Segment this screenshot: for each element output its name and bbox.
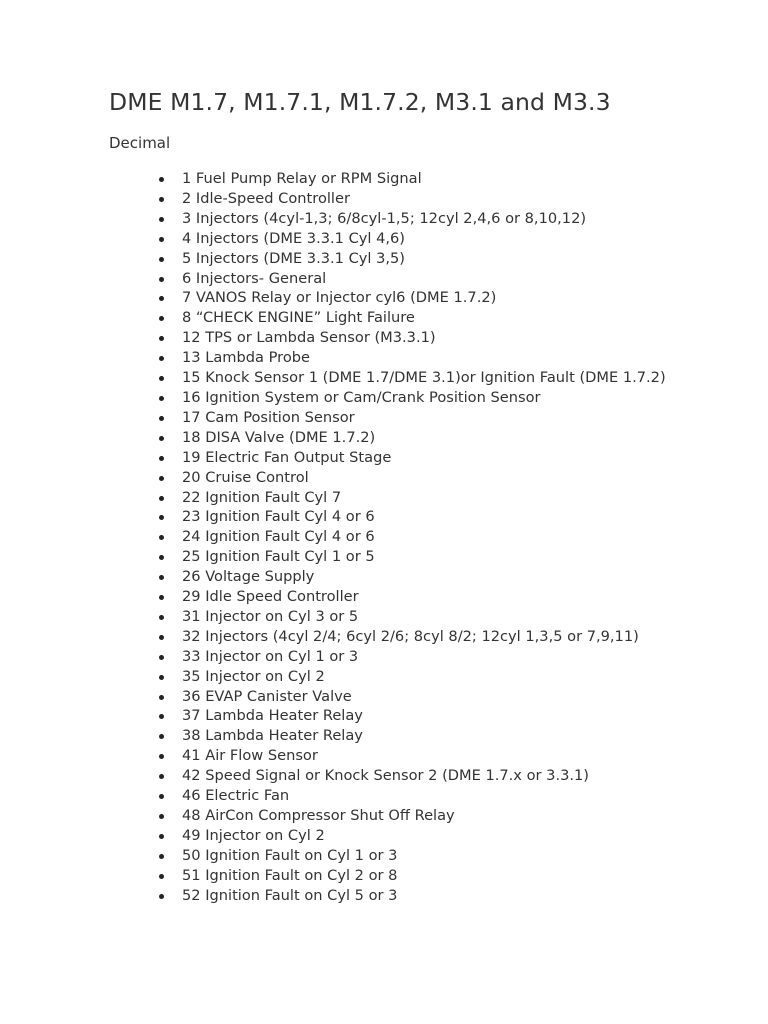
list-item bbox=[182, 706, 682, 726]
list-item bbox=[182, 766, 682, 786]
list-item-text: 52 Ignition Fault on Cyl 5 or 3 bbox=[182, 886, 398, 904]
list-item bbox=[182, 507, 682, 527]
list-item bbox=[182, 786, 682, 806]
list-item bbox=[182, 229, 682, 249]
list-item-text: 19 Electric Fan Output Stage bbox=[182, 448, 392, 466]
list-item bbox=[182, 687, 682, 707]
list-item-text: 35 Injector on Cyl 2 bbox=[182, 667, 325, 685]
list-item-text: 31 Injector on Cyl 3 or 5 bbox=[182, 607, 359, 625]
list-item bbox=[182, 189, 682, 209]
list-item-text: 49 Injector on Cyl 2 bbox=[182, 826, 325, 844]
list-item-text: 4 Injectors (DME 3.3.1 Cyl 4,6) bbox=[182, 229, 406, 247]
list-item bbox=[182, 428, 682, 448]
list-item-text: 15 Knock Sensor 1 (DME 1.7/DME 3.1)or Ignition Fault (DME 1.7.2) bbox=[182, 369, 666, 387]
list-item bbox=[182, 209, 682, 229]
list-item-text: 46 Electric Fan bbox=[182, 787, 290, 805]
list-item-text: 42 Speed Signal or Knock Sensor 2 (DME 1.7.x or 3.3.1) bbox=[182, 767, 589, 785]
list-item bbox=[182, 288, 682, 308]
list-item-text: 3 Injectors (4cyl-1,3; 6/8cyl-1,5; 12cyl 2,4,6 or 8,10,12) bbox=[182, 209, 587, 227]
list-item-text: 29 Idle Speed Controller bbox=[182, 588, 359, 606]
list-item bbox=[182, 726, 682, 746]
list-item-text: 48 AirCon Compressor Shut Off Relay bbox=[182, 807, 455, 824]
list-item-text: 6 Injectors- General bbox=[182, 269, 327, 287]
list-item bbox=[182, 647, 682, 667]
list-item bbox=[182, 866, 682, 886]
list-item-text: 26 Voltage Supply bbox=[182, 568, 315, 586]
list-item bbox=[182, 468, 682, 488]
list-item-text: 51 Ignition Fault on Cyl 2 or 8 bbox=[182, 866, 398, 884]
list-item bbox=[182, 567, 682, 587]
list-item bbox=[182, 527, 682, 547]
fault-code-list bbox=[182, 169, 682, 906]
list-item-text: 32 Injectors (4cyl 2/4; 6cyl 2/6; 8cyl 8/2; 12cyl 1,3,5 or 7,9,11) bbox=[182, 627, 639, 645]
list-item-text: 24 Ignition Fault Cyl 4 or 6 bbox=[182, 528, 375, 546]
list-item-text: 20 Cruise Control bbox=[182, 468, 309, 486]
list-item-text: 33 Injector on Cyl 1 or 3 bbox=[182, 647, 359, 665]
list-item bbox=[182, 308, 682, 328]
list-item-text: 38 Lambda Heater Relay bbox=[182, 727, 363, 745]
list-item-text: 37 Lambda Heater Relay bbox=[182, 707, 363, 725]
list-item bbox=[182, 348, 682, 368]
list-item bbox=[182, 328, 682, 348]
list-item bbox=[182, 627, 682, 647]
list-item bbox=[182, 408, 682, 428]
list-item-text: 8 “CHECK ENGINE” Light Failure bbox=[182, 309, 415, 327]
list-item bbox=[182, 846, 682, 866]
list-item-text: 18 DISA Valve (DME 1.7.2) bbox=[182, 428, 376, 446]
list-item bbox=[182, 886, 682, 906]
list-item bbox=[182, 746, 682, 766]
list-item-text: 1 Fuel Pump Relay or RPM Signal bbox=[182, 170, 422, 187]
list-item bbox=[182, 368, 682, 388]
list-item bbox=[182, 547, 682, 567]
list-item bbox=[182, 587, 682, 607]
list-item bbox=[182, 269, 682, 289]
list-item-text: 36 EVAP Canister Valve bbox=[182, 687, 352, 705]
section-subtitle: Decimal bbox=[109, 134, 171, 152]
list-item-text: 25 Ignition Fault Cyl 1 or 5 bbox=[182, 548, 375, 566]
list-item bbox=[182, 169, 682, 189]
list-item-text: 2 Idle-Speed Controller bbox=[182, 189, 350, 207]
page-title: DME M1.7, M1.7.1, M1.7.2, M3.1 and M3.3 bbox=[109, 88, 611, 116]
list-item bbox=[182, 488, 682, 508]
list-item bbox=[182, 388, 682, 408]
list-item-text: 50 Ignition Fault on Cyl 1 or 3 bbox=[182, 846, 398, 864]
list-item bbox=[182, 806, 682, 826]
list-item-text: 7 VANOS Relay or Injector cyl6 (DME 1.7.2) bbox=[182, 289, 497, 307]
list-item-text: 16 Ignition System or Cam/Crank Position Sensor bbox=[182, 388, 541, 406]
list-item-text: 5 Injectors (DME 3.3.1 Cyl 3,5) bbox=[182, 249, 406, 267]
list-item-text: 17 Cam Position Sensor bbox=[182, 408, 355, 426]
list-item bbox=[182, 826, 682, 846]
list-item-text: 13 Lambda Probe bbox=[182, 349, 311, 367]
list-item-text: 22 Ignition Fault Cyl 7 bbox=[182, 488, 342, 506]
list-item-text: 41 Air Flow Sensor bbox=[182, 747, 318, 765]
list-item-text: 23 Ignition Fault Cyl 4 or 6 bbox=[182, 508, 375, 526]
list-item bbox=[182, 607, 682, 627]
list-item bbox=[182, 667, 682, 687]
list-item-text: 12 TPS or Lambda Sensor (M3.3.1) bbox=[182, 329, 436, 347]
list-item bbox=[182, 448, 682, 468]
list-item bbox=[182, 249, 682, 269]
